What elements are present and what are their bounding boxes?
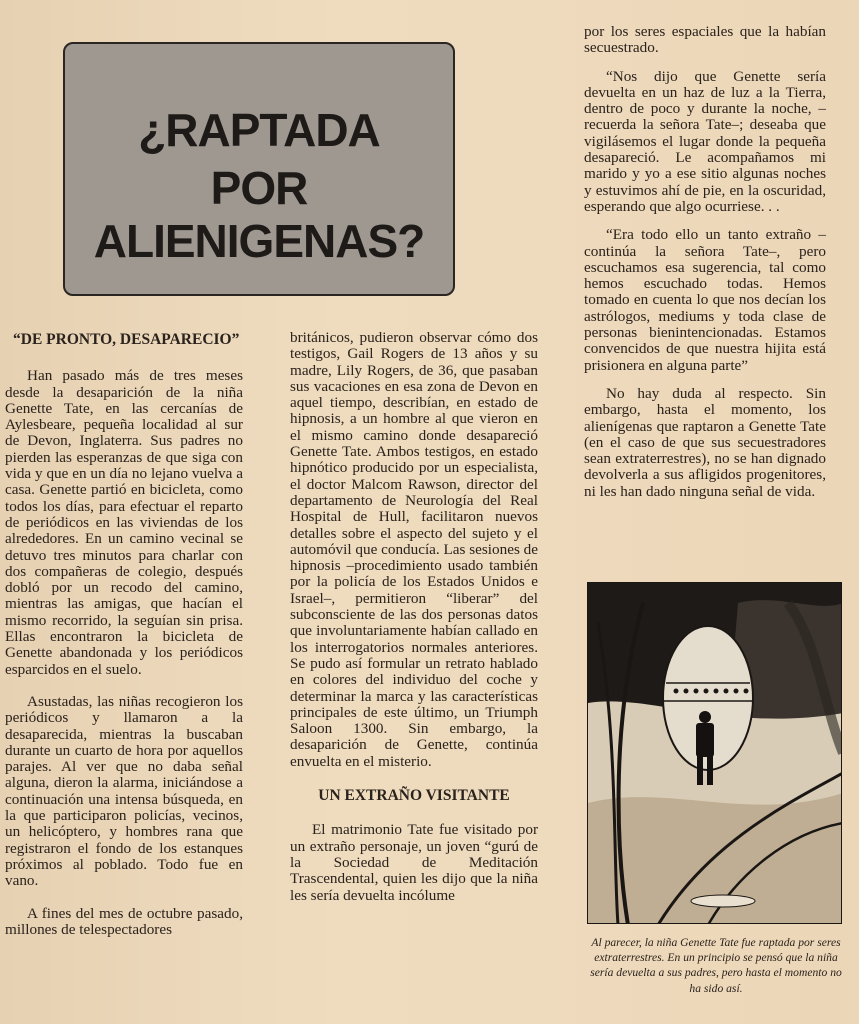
paragraph: Han pasado más de tres meses desde la desaparición de la niña Genette Tate, en las cercanías de Aylesbeare, pequeña localidad al sur de Devon, Inglaterra. Sus padres no pierden las esperanzas de que siga con vida y que en un día no lejano vuelva a casa. Genette partió en bicicleta, como todos los días, para efectuar el reparto de periódicos en las viviendas de los alrededores. En un camino vecinal se detuvo tres minutos para charlar con dos compañeras de colegio, después dobló por un recodo del camino, mientras las amigas, que hacían el mismo recorrido, la seguían sin prisa. Ellas encontraron la bicicleta de Genette abandonada y los periódicos esparcidos en el suelo. — [5, 367, 243, 678]
headline-box — [63, 42, 455, 296]
paragraph: británicos, pudieron observar cómo dos testigos, Gail Rogers de 13 años y su madre, Lily Rogers, de 36, que pasaban sus vacaciones en esa zona de Devon en aquel tiempo, describían, en estado de hipnosis, a un hombre al que vieron en el mismo camino donde desapareció Genette Tate. Ambos testigos, en estado hipnótico producido por un especialista, el doctor Malcom Rawson, director del departamento de Neurología del Real Hospital de Hull, facilitaron nuevos detalles sobre el aspecto del sujeto y el automóvil que conducía. Las sesiones de hipnosis –procedimiento usado también por la policía de los Estados Unidos e Israel–, permitieron “liberar” del subconsciente de las dos personas datos que involuntariamente habían callado en los interrogatorios normales anteriores. Se pudo así formular un retrato hablado en colores del individuo del coche y determinar la marca y las características principales de este último, un Triumph Saloon 1300. Sin embargo, la desaparición de Genette, continúa envuelta en el misterio. — [290, 329, 538, 770]
article-column-2 — [290, 330, 538, 904]
paragraph: Asustadas, las niñas recogieron los periódicos y llamaron a la desaparecida, mientras la buscaban durante un cuarto de hora por aquellos parajes. Al ver que no daba señal alguna, dieron la alarma, iniciándose a continuación una intensa búsqueda, en la que participaron policías, vecinos, un helicóptero, y hombres rana que registraron el fondo de los estanques próximos al poblado. Todo fue en vano. — [5, 692, 243, 890]
section-heading-visitante: UN EXTRAÑO VISITANTE — [318, 787, 510, 805]
illustration-alien-abduction — [587, 582, 842, 924]
paragraph: El matrimonio Tate fue visitado por un extraño personaje, un joven “gurú de la Sociedad de Meditación Trascendental, quien les dijo que la niña les sería devuelta incólume — [290, 821, 538, 904]
paragraph: “Era todo ello un tanto extraño –continúa la señora Tate–, pero escuchamos esa sugerencia, tal como hemos escuchado todas. Hemos tomado en cuenta lo que nos decían los astrólogos, mediums y toda clase de personas bienintencionadas. Estamos convencidos de que nuestra hijita está prisionera en alguna parte” — [584, 226, 826, 374]
paragraph: por los seres espaciales que la habían secuestrado. — [584, 23, 826, 57]
illustration-drawing — [588, 583, 842, 924]
headline-line-3: ALIENIGENAS? — [93, 215, 425, 267]
headline-line-1: ¿RAPTADA — [138, 104, 380, 156]
paragraph: A fines del mes de octubre pasado, millones de telespectadores — [5, 904, 243, 938]
paragraph: No hay duda al respecto. Sin embargo, hasta el momento, los alienígenas que raptaron a Genette Tate (en el caso de que sus secuestradores sean extraterrestres), no se han dignado devolverla a sus afligidos progenitores, ni les han dado ninguna señal de vida. — [584, 384, 826, 500]
section-heading-desaparecio: “DE PRONTO, DESAPARECIO” — [13, 331, 240, 348]
illustration-caption: Al parecer, la niña Genette Tate fue raptada por seres extraterrestres. En un principio se pensó que la niña sería devuelta a sus padres, pero hasta el momento no ha sido así. — [590, 936, 842, 995]
article-column-3 — [584, 24, 826, 500]
article-column-1 — [5, 332, 243, 938]
paragraph: “Nos dijo que Genette sería devuelta en un haz de luz a la Tierra, dentro de poco y durante la noche, –recuerda la señora Tate–; deseaba que vigilásemos el lugar donde la pequeña desapareció. Le acompañamos mi marido y yo a ese sitio algunas noches y estuvimos ahí de pie, en la oscuridad, esperando que algo ocurriese. . . — [584, 67, 826, 215]
headline-line-2: POR — [210, 162, 308, 214]
